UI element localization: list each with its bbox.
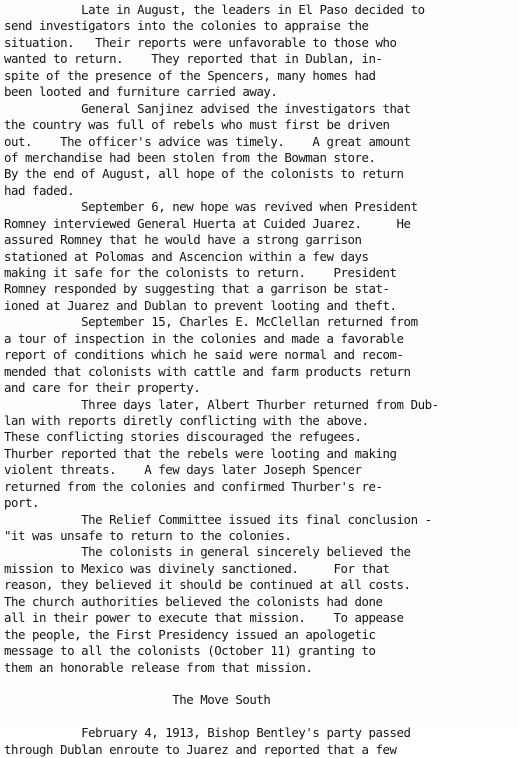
text-line: had faded.: [4, 182, 75, 198]
text-line: through Dublan enroute to Juarez and reported that a few: [4, 741, 397, 757]
text-line: Romney interviewed General Huerta at Cuided Juarez. He: [4, 215, 411, 231]
paragraph-5: [4, 397, 516, 512]
text-line: The Relief Committee issued its final conclusion -: [4, 511, 432, 527]
text-line: February 4, 1913, Bishop Bentley's party passed: [4, 725, 411, 741]
text-line: assured Romney that he would have a strong garrison: [4, 232, 362, 248]
text-line: and care for their property.: [4, 380, 201, 396]
text-line: Three days later, Albert Thurber returned from Dub-: [4, 396, 439, 412]
text-line: By the end of August, all hope of the colonists to return: [4, 166, 404, 182]
text-line: lan with reports diretly conflicting with the above.: [4, 412, 369, 428]
paragraph-6: [4, 512, 516, 545]
text-line: been looted and furniture carried away.: [4, 84, 278, 100]
text-line: the country was full of rebels who must first be driven: [4, 117, 390, 133]
text-line: all in their power to execute that mission. To appease: [4, 610, 404, 626]
paragraph-4: [4, 314, 516, 396]
section-heading: The Move South: [4, 692, 271, 708]
text-line: send investigators into the colonies to appraise the: [4, 18, 369, 34]
text-line: Romney responded by suggesting that a garrison be stat-: [4, 281, 390, 297]
text-line: reason, they believed it should be continued at all costs.: [4, 577, 411, 593]
blank-line: [4, 676, 516, 692]
text-line: mended that colonists with cattle and farm products return: [4, 363, 411, 379]
text-line: These conflicting stories discouraged the refugees.: [4, 429, 362, 445]
text-line: wanted to return. They reported that in Dublan, in-: [4, 51, 383, 67]
text-line: Late in August, the leaders in El Paso decided to: [4, 2, 425, 17]
text-line: September 6, new hope was revived when President: [4, 199, 418, 215]
text-line: returned from the colonies and confirmed Thurber's re-: [4, 478, 383, 494]
text-line: "it was unsafe to return to the colonies.: [4, 528, 292, 543]
paragraph-1: [4, 2, 516, 101]
text-line: mission to Mexico was divinely sanctioned. For that: [4, 560, 390, 576]
text-line: port.: [4, 495, 40, 511]
text-line: General Sanjinez advised the investigators that: [4, 100, 411, 116]
paragraph-2: [4, 101, 516, 200]
text-line: stationed at Polomas and Ascencion within a few days: [4, 248, 369, 264]
paragraph-final: [4, 725, 516, 758]
document-body: [4, 2, 516, 758]
text-line: The church authorities believed the colonists had done: [4, 593, 383, 609]
text-line: September 15, Charles E. McClellan returned from: [4, 314, 418, 330]
text-line: spite of the presence of the Spencers, many homes had: [4, 67, 376, 83]
text-line: report of conditions which he said were normal and recom-: [4, 347, 404, 363]
text-line: them an honorable release from that mission.: [4, 659, 313, 675]
text-line: a tour of inspection in the colonies and made a favorable: [4, 330, 404, 346]
text-line: situation. Their reports were unfavorable to those who: [4, 34, 397, 50]
text-line: out. The officer's advice was timely. A great amount: [4, 133, 411, 149]
text-line: violent threats. A few days later Joseph Spencer: [4, 462, 362, 478]
paragraph-7: [4, 544, 516, 676]
paragraph-3: [4, 199, 516, 314]
text-line: of merchandise had been stolen from the Bowman store.: [4, 149, 376, 165]
text-line: The colonists in general sincerely believed the: [4, 544, 411, 560]
text-line: message to all the colonists (October 11) granting to: [4, 643, 376, 659]
text-line: the people, the First Presidency issued an apologetic: [4, 626, 376, 642]
text-line: Thurber reported that the rebels were looting and making: [4, 445, 397, 461]
text-line: ioned at Juarez and Dublan to prevent looting and theft.: [4, 297, 397, 313]
blank-line: [4, 709, 516, 725]
text-line: making it safe for the colonists to return. President: [4, 265, 397, 280]
